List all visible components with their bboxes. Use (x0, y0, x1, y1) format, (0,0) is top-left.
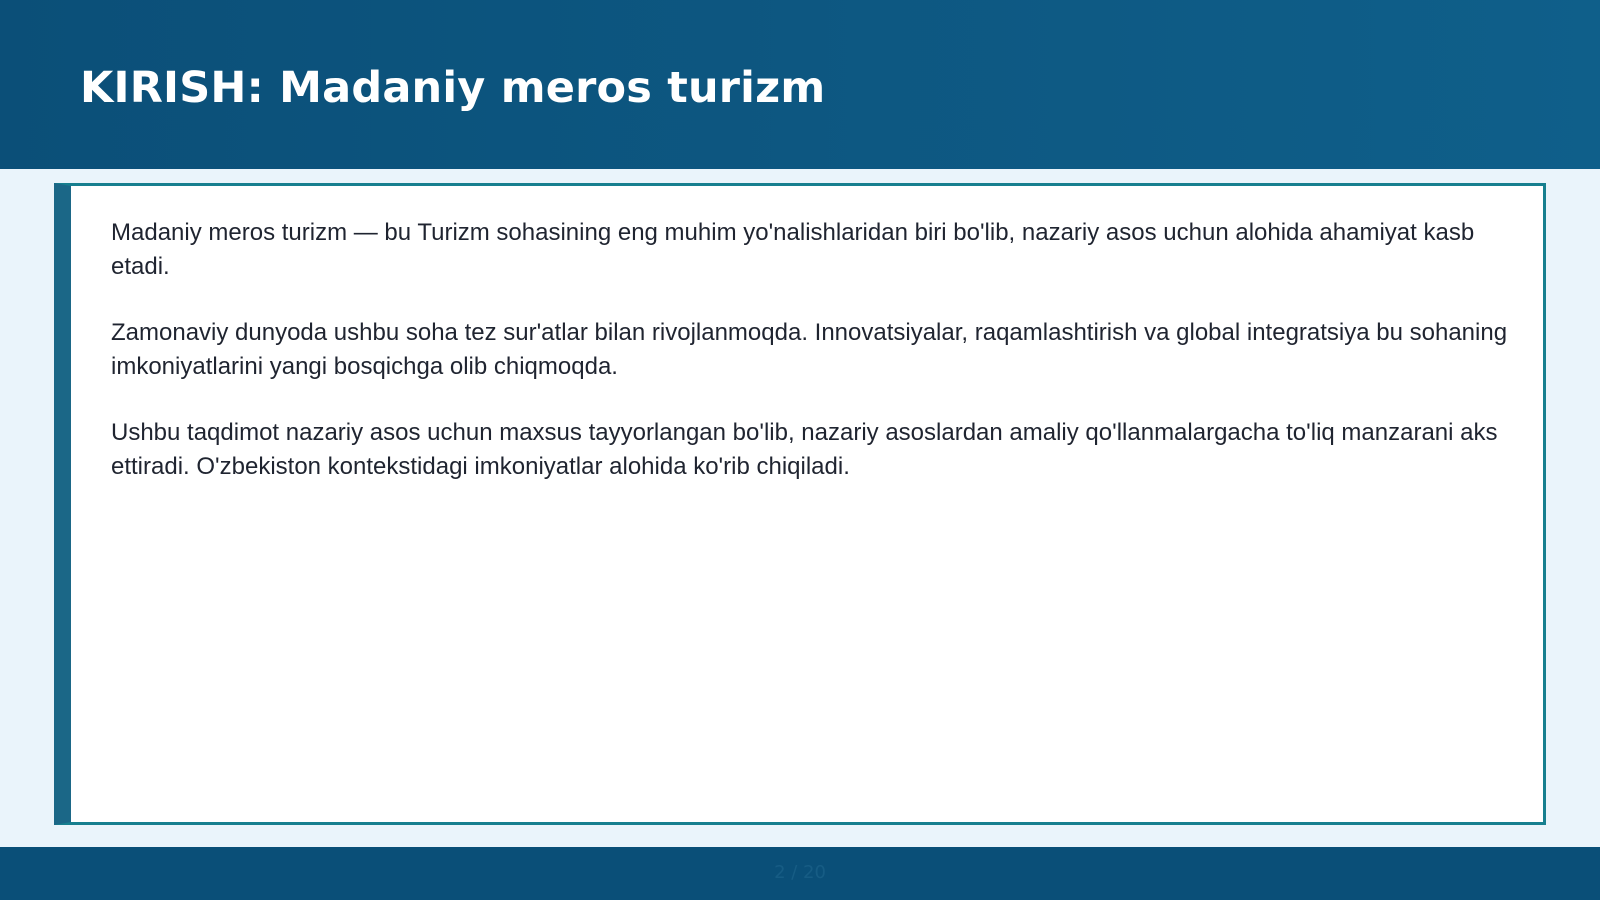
paragraph-3: Ushbu taqdimot nazariy asos uchun maxsus tayyorlangan bo'lib, nazariy asoslardan amaliy qo'llanmalargacha to'liq manzarani aks ettiradi. O'zbekiston kontekstidagi imkoniyatlar alohida ko'rib chiqiladi. (111, 419, 1498, 480)
content-text (111, 216, 1511, 516)
slide-header (0, 0, 1600, 169)
page-number: 2 / 20 (774, 862, 826, 883)
slide-title: KIRISH: Madaniy meros turizm (80, 63, 826, 113)
content-card (54, 183, 1546, 825)
paragraph-2: Zamonaviy dunyoda ushbu soha tez sur'atlar bilan rivojlanmoqda. Innovatsiyalar, raqamlashtirish va global integratsiya bu sohaning imkoniyatlarini yangi bosqichga olib chiqmoqda. (111, 319, 1508, 380)
slide-footer (0, 847, 1600, 900)
paragraph-1: Madaniy meros turizm — bu Turizm sohasining eng muhim yo'nalishlaridan biri bo'lib, nazariy asos uchun alohida ahamiyat kasb etadi. (111, 219, 1475, 280)
